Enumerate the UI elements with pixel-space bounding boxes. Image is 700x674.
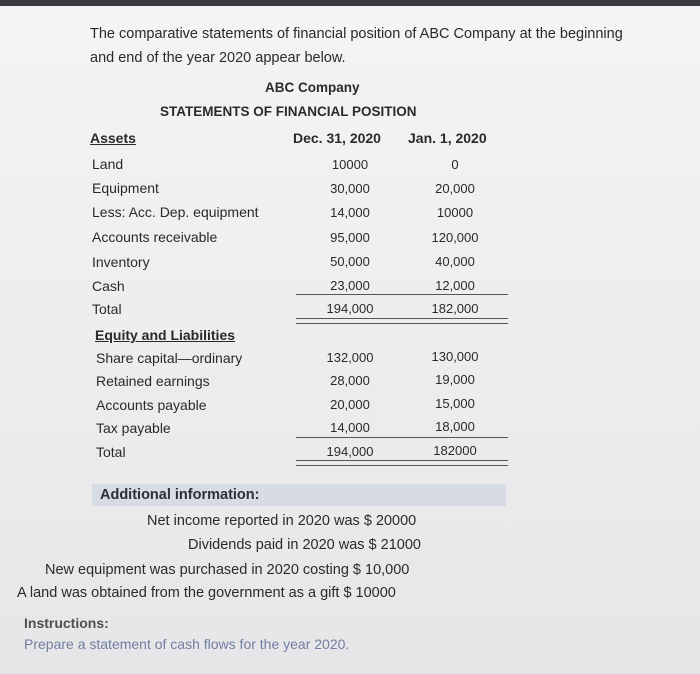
equity-row-value-jan: 18,000 (435, 419, 475, 434)
asset-row-label: Less: Acc. Dep. equipment (92, 204, 259, 220)
equity-row-value-jan: 15,000 (435, 396, 475, 411)
asset-row-value-dec: 10000 (331, 157, 369, 172)
asset-row-value-jan: 120,000 (431, 230, 479, 245)
asset-row-value-jan: 10000 (436, 205, 474, 220)
equity-total-label: Total (96, 444, 126, 460)
asset-row-label: Land (92, 156, 124, 172)
asset-row-value-dec: 95,000 (330, 230, 370, 245)
company-name: ABC Company (265, 80, 360, 95)
equity-total-jan: 182000 (433, 443, 477, 458)
assets-total-dec: 194,000 (326, 301, 374, 316)
statement-title: STATEMENTS OF FINANCIAL POSITION (160, 104, 417, 119)
equity-row-value-jan: 130,000 (431, 349, 479, 364)
intro-line-1: The comparative statements of financial position of ABC Company at the beginning (90, 26, 623, 42)
asset-row-value-dec: 14,000 (330, 205, 370, 220)
equity-row-value-dec: 28,000 (330, 373, 370, 388)
equity-row-label: Share capital—ordinary (96, 350, 243, 366)
col-header-dec-2020: Dec. 31, 2020 (293, 130, 381, 146)
asset-row-label: Cash (92, 278, 125, 294)
col-header-jan-2020: Jan. 1, 2020 (408, 130, 487, 146)
additional-info-line: Dividends paid in 2020 was $ 21000 (188, 537, 421, 553)
equity-row-value-jan: 19,000 (435, 372, 475, 387)
total-double-rule (296, 318, 508, 324)
asset-row-label: Accounts receivable (92, 229, 218, 245)
assets-heading: Assets (90, 130, 136, 146)
additional-info-line: New equipment was purchased in 2020 costing $ 10,000 (45, 562, 410, 578)
asset-row-value-dec: 23,000 (330, 278, 370, 293)
asset-row-label: Equipment (92, 180, 159, 196)
subtotal-rule (296, 294, 508, 295)
asset-row-value-dec: 50,000 (330, 254, 370, 269)
equity-row-label: Accounts payable (96, 397, 207, 413)
additional-info-heading: Additional information: (100, 487, 260, 503)
equity-row-label: Tax payable (96, 420, 171, 436)
assets-total-label: Total (92, 301, 122, 317)
equity-row-value-dec: 14,000 (330, 420, 370, 435)
asset-row-value-jan: 0 (451, 157, 459, 172)
equity-row-label: Retained earnings (96, 373, 210, 389)
instructions-heading: Instructions: (24, 615, 109, 631)
subtotal-rule (296, 437, 508, 438)
intro-line-2: and end of the year 2020 appear below. (90, 50, 346, 66)
equity-row-value-dec: 132,000 (326, 350, 374, 365)
equity-row-value-dec: 20,000 (330, 397, 370, 412)
assets-total-jan: 182,000 (431, 301, 479, 316)
asset-row-label: Inventory (92, 254, 150, 270)
total-double-rule (296, 460, 508, 466)
asset-row-value-dec: 30,000 (330, 181, 370, 196)
asset-row-value-jan: 12,000 (435, 278, 475, 293)
equity-total-dec: 194,000 (326, 444, 374, 459)
instructions-text: Prepare a statement of cash flows for the year 2020. (24, 636, 350, 652)
equity-liabilities-heading: Equity and Liabilities (95, 327, 236, 343)
asset-row-value-jan: 20,000 (435, 181, 475, 196)
additional-info-line: A land was obtained from the government as a gift $ 10000 (17, 585, 396, 601)
asset-row-value-jan: 40,000 (435, 254, 475, 269)
additional-info-line: Net income reported in 2020 was $ 20000 (147, 513, 417, 529)
